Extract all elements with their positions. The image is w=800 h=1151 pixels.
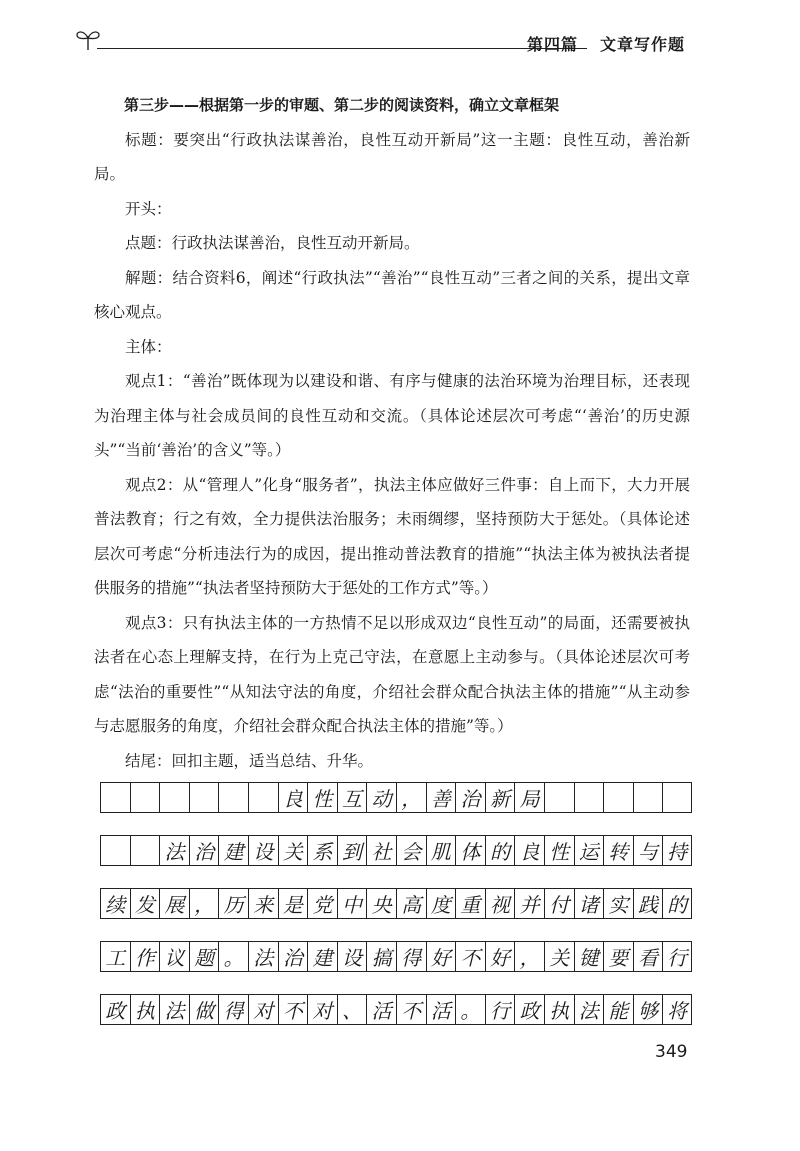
body-text xyxy=(94,88,690,778)
grid-cell: 善 xyxy=(426,783,456,812)
chapter-name: 文章写作题 xyxy=(599,35,685,54)
grid-cell: 得 xyxy=(218,995,248,1024)
grid-cell: 。 xyxy=(218,942,248,971)
chapter-section: 第四篇 xyxy=(526,35,578,54)
grid-cell: 题 xyxy=(189,942,219,971)
page-number: 349 xyxy=(655,1042,688,1062)
grid-cell: 视 xyxy=(485,889,515,918)
grid-cell: 议 xyxy=(159,942,189,971)
grid-cell: 是 xyxy=(278,889,308,918)
grid-cell: 运 xyxy=(574,836,604,865)
grid-cell xyxy=(248,783,278,812)
grid-cell: 执 xyxy=(544,995,574,1024)
grid-cell: 要 xyxy=(603,942,633,971)
step-title: 第三步——根据第一步的审题、第二步的阅读资料，确立文章框架 xyxy=(124,96,560,114)
grid-cell: ， xyxy=(514,942,544,971)
paragraph-body: 主体： xyxy=(125,337,172,356)
grid-cell xyxy=(603,783,633,812)
paragraph-title: 标题：要突出“行政执法谋善治，良性互动开新局”这一主题：良性互动，善治新局。 xyxy=(94,130,690,183)
grid-cell: 。 xyxy=(455,995,485,1024)
grid-cell: 持 xyxy=(662,836,692,865)
grid-cell: 重 xyxy=(455,889,485,918)
grid-cell: 转 xyxy=(603,836,633,865)
grid-cell: 付 xyxy=(544,889,574,918)
grid-cell: 社 xyxy=(366,836,396,865)
grid-cell: ， xyxy=(189,889,219,918)
grid-cell: 与 xyxy=(633,836,663,865)
grid-cell: 看 xyxy=(633,942,663,971)
grid-cell: 的 xyxy=(485,836,515,865)
grid-cell xyxy=(100,783,130,812)
grid-cell: 度 xyxy=(426,889,456,918)
grid-cell xyxy=(662,783,692,812)
grid-cell: 好 xyxy=(426,942,456,971)
grid-cell: 将 xyxy=(662,995,692,1024)
grid-cell: 政 xyxy=(514,995,544,1024)
grid-cell: 性 xyxy=(307,783,337,812)
grid-cell: 性 xyxy=(544,836,574,865)
grid-cell: 不 xyxy=(455,942,485,971)
grid-cell: 的 xyxy=(662,889,692,918)
grid-cell: 法 xyxy=(159,995,189,1024)
grid-cell: 键 xyxy=(574,942,604,971)
grid-cell: 会 xyxy=(396,836,426,865)
grid-cell: 肌 xyxy=(426,836,456,865)
grid-cell: 续 xyxy=(100,889,130,918)
grid-row xyxy=(100,941,692,972)
paragraph-view-1: 观点1：“善治”既体现为以建设和谐、有序与健康的法治环境为治理目标，还表现为治理主体与社会成员间的良性互动和交流。（具体论述层次可考虑“‘善治’的历史源头”“当前‘善治’的含义”等。） xyxy=(94,372,690,459)
paragraph-view-2: 观点2：从“管理人”化身“服务者”，执法主体应做好三件事：自上而下，大力开展普法教育；行之有效，全力提供法治服务；未雨绸缪，坚持预防大于惩处。（具体论述层次可考虑“分析违法行为的成因，提出推动普法教育的措施”“执法主体为被执法者提供服务的措施”“执法者坚持预防大于惩处的工作方式”等。） xyxy=(94,475,690,597)
grid-cell: 不 xyxy=(278,995,308,1024)
grid-cell: 做 xyxy=(189,995,219,1024)
grid-cell: 系 xyxy=(307,836,337,865)
grid-cell: 活 xyxy=(366,995,396,1024)
grid-cell: 建 xyxy=(218,836,248,865)
grid-cell: 法 xyxy=(574,995,604,1024)
paragraph-theme: 点题：行政执法谋善治，良性互动开新局。 xyxy=(125,234,420,252)
grid-cell: 活 xyxy=(426,995,456,1024)
grid-cell xyxy=(130,783,160,812)
grid-cell: 能 xyxy=(603,995,633,1024)
grid-cell: 好 xyxy=(485,942,515,971)
grid-cell: 动 xyxy=(366,783,396,812)
grid-cell: 来 xyxy=(248,889,278,918)
grid-cell xyxy=(130,836,160,865)
grid-cell: 行 xyxy=(662,942,692,971)
grid-cell: 建 xyxy=(307,942,337,971)
grid-cell: 实 xyxy=(603,889,633,918)
essay-grid xyxy=(100,782,692,1047)
page-header xyxy=(75,22,685,62)
grid-cell: 良 xyxy=(278,783,308,812)
grid-cell: 治 xyxy=(278,942,308,971)
grid-cell: 法 xyxy=(248,942,278,971)
grid-cell: 工 xyxy=(100,942,130,971)
grid-cell: 体 xyxy=(455,836,485,865)
grid-cell: 发 xyxy=(130,889,160,918)
grid-cell: 历 xyxy=(218,889,248,918)
grid-cell: 得 xyxy=(396,942,426,971)
header-rule xyxy=(97,48,587,49)
grid-cell: 设 xyxy=(248,836,278,865)
grid-cell: 良 xyxy=(514,836,544,865)
grid-row xyxy=(100,994,692,1025)
grid-cell: 央 xyxy=(366,889,396,918)
grid-cell: 作 xyxy=(130,942,160,971)
grid-cell xyxy=(189,783,219,812)
grid-cell: 互 xyxy=(337,783,367,812)
grid-cell: 搞 xyxy=(366,942,396,971)
grid-row xyxy=(100,888,692,919)
grid-cell: 关 xyxy=(278,836,308,865)
grid-cell: 治 xyxy=(455,783,485,812)
grid-cell: 对 xyxy=(307,995,337,1024)
grid-cell xyxy=(633,783,663,812)
grid-cell: 践 xyxy=(633,889,663,918)
grid-cell: 不 xyxy=(396,995,426,1024)
grid-cell: 政 xyxy=(100,995,130,1024)
paragraph-opening: 开头： xyxy=(125,199,172,218)
grid-cell: 新 xyxy=(485,783,515,812)
grid-cell: 展 xyxy=(159,889,189,918)
grid-row xyxy=(100,782,692,813)
chapter-title xyxy=(527,32,685,55)
paragraph-view-3: 观点3：只有执法主体的一方热情不足以形成双边“良性互动”的局面，还需要被执法者在心态上理解支持，在行为上克己守法，在意愿上主动参与。（具体论述层次可考虑“法治的重要性”“从知法守法的角度，介绍社会群众配合执法主体的措施”“从主动参与志愿服务的角度，介绍社会群众配合执法主体的措施”等。） xyxy=(94,613,690,735)
grid-cell: 高 xyxy=(396,889,426,918)
grid-row xyxy=(100,835,692,866)
grid-cell: 关 xyxy=(544,942,574,971)
grid-cell: 到 xyxy=(337,836,367,865)
grid-cell: 法 xyxy=(159,836,189,865)
grid-cell: 、 xyxy=(337,995,367,1024)
paragraph-explain: 解题：结合资料6，阐述“行政执法”“善治”“良性互动”三者之间的关系，提出文章核心观点。 xyxy=(94,268,690,321)
grid-cell xyxy=(218,783,248,812)
grid-cell: 对 xyxy=(248,995,278,1024)
grid-cell: 行 xyxy=(485,995,515,1024)
grid-cell: 设 xyxy=(337,942,367,971)
paragraph-ending: 结尾：回扣主题，适当总结、升华。 xyxy=(125,751,374,770)
grid-cell: 治 xyxy=(189,836,219,865)
grid-cell: 够 xyxy=(633,995,663,1024)
grid-cell: ， xyxy=(396,783,426,812)
grid-cell xyxy=(100,836,130,865)
grid-cell: 局 xyxy=(514,783,544,812)
grid-cell: 中 xyxy=(337,889,367,918)
grid-cell: 执 xyxy=(130,995,160,1024)
grid-cell: 党 xyxy=(307,889,337,918)
grid-cell xyxy=(159,783,189,812)
grid-cell: 并 xyxy=(514,889,544,918)
grid-cell xyxy=(574,783,604,812)
grid-cell xyxy=(544,783,574,812)
grid-cell: 诸 xyxy=(574,889,604,918)
